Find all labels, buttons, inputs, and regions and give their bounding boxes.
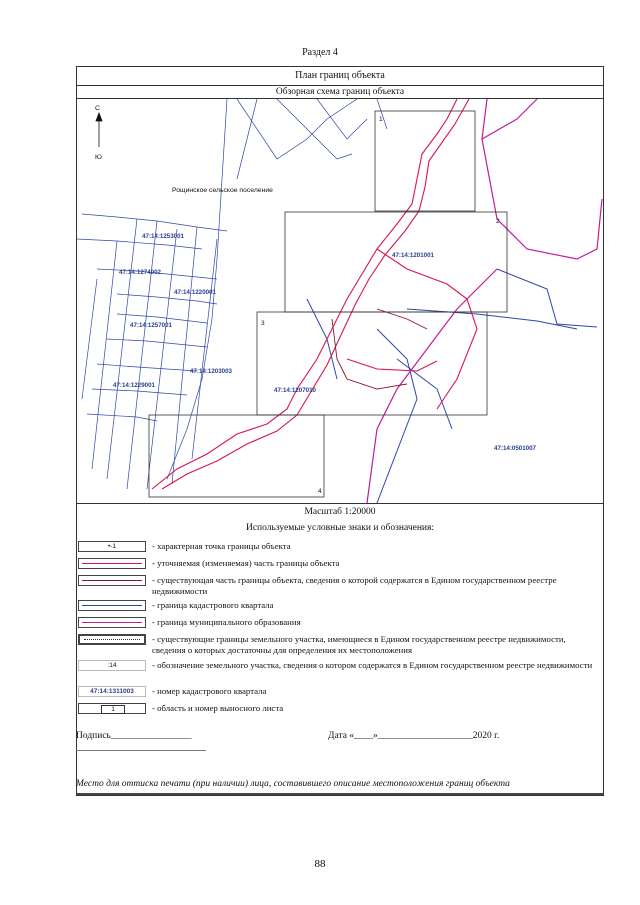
legend-item: - обозначение земельного участка, сведения о котором содержатся в Едином государственном реестре недвижимости	[152, 660, 593, 670]
legend-item: - существующая часть границы объекта, сведения о которой содержатся в Едином государственном реестре недвижимости	[152, 575, 557, 596]
legend-sample-quarter-line	[78, 600, 146, 611]
quarter-label: 47:14:1203003	[190, 368, 232, 375]
municipal-boundary	[367, 99, 602, 503]
object-boundary-existing	[332, 309, 427, 389]
legend-sample-sheet: 1	[78, 703, 146, 714]
sheet-frames	[149, 111, 507, 497]
legend-item: - уточняемая (изменяемая) часть границы объекта	[152, 558, 340, 568]
quarter-label: 47:14:1207010	[274, 387, 316, 394]
compass-north: С	[95, 105, 100, 112]
sheet-number: 4	[318, 488, 322, 495]
legend-item: - граница муниципального образования	[152, 617, 301, 627]
legend-item: - область и номер выносного листа	[152, 703, 284, 713]
legend-item: - номер кадастрового квартала	[152, 686, 267, 696]
compass	[96, 113, 102, 147]
sheet-number: 2	[496, 218, 500, 225]
legend-title: Используемые условные знаки и обозначения:	[245, 523, 434, 533]
sheet-number: 3	[261, 320, 265, 327]
quarter-label: 47:14:0501007	[494, 445, 536, 452]
plan-title: План границ объекта	[76, 66, 604, 86]
section-title: Раздел 4	[302, 47, 338, 58]
legend-sample-point: •-1	[78, 541, 146, 552]
compass-south: Ю	[95, 154, 102, 161]
legend-sample-municipal-line	[78, 617, 146, 628]
page-number: 88	[314, 858, 326, 870]
quarter-label: 47:14:1274002	[119, 269, 161, 276]
map-divider	[76, 503, 604, 504]
legend-item: - граница кадастрового квартала	[152, 600, 274, 610]
quarter-label: 47:14:1229001	[113, 382, 155, 389]
stamp-place: Место для оттиска печати (при наличии) лица, составившего описание местоположения границ объекта	[76, 779, 510, 789]
legend-sample-refined-line	[78, 558, 146, 569]
legend-sample-parcel	[78, 634, 146, 645]
parcel-lines-top	[237, 99, 387, 179]
signature-field: Подпись_________________	[76, 731, 192, 741]
date-field: Дата «____»____________________2020 г.	[328, 731, 500, 741]
map-scale: Масштаб 1:20000	[304, 507, 376, 517]
legend-sample-parcel-label: :14	[78, 660, 146, 671]
stamp-divider	[76, 793, 604, 795]
quarter-label: 47:14:1220001	[174, 289, 216, 296]
scheme-title: Обзорная схема границ объекта	[76, 86, 604, 99]
legend-item: - характерная точка границы объекта	[152, 541, 291, 551]
settlement-label: Рощинское сельское поселение	[172, 187, 273, 194]
sheet-number: 1	[379, 116, 383, 123]
legend-sample-existing-line	[78, 575, 146, 586]
overview-map	[77, 99, 603, 503]
quarter-label: 47:14:1253001	[142, 233, 184, 240]
signature-underline	[76, 750, 206, 751]
legend-item: - существующие границы земельного участка, имеющиеся в Едином государственном реестре недвижимости, сведения о которых достаточны для определения их местоположения	[152, 634, 566, 655]
quarter-label: 47:14:1201001	[392, 252, 434, 259]
quarter-label: 47:14:1257001	[130, 322, 172, 329]
legend-sample-quarter-number: 47:14:1311003	[78, 686, 146, 697]
